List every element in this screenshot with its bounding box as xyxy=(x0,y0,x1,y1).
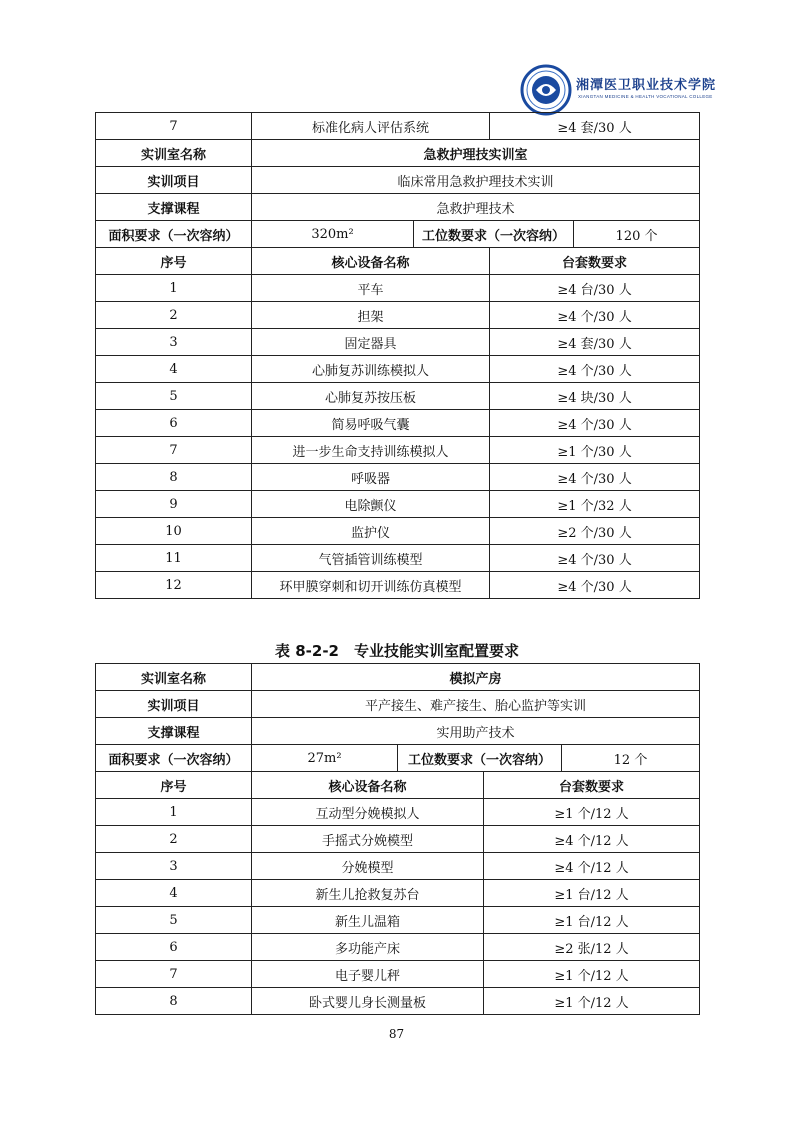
quantity-cell: ≥1 台/12 人 xyxy=(484,907,700,934)
quantity-cell: ≥1 个/32 人 xyxy=(490,491,700,518)
table-row xyxy=(96,410,700,437)
seq-cell: 8 xyxy=(96,464,252,491)
course-value: 实用助产技术 xyxy=(252,718,700,745)
table-row xyxy=(96,491,700,518)
college-name-en: XIANGTAN MEDICINE & HEALTH VOCATIONAL COLLEGE xyxy=(578,94,713,99)
equipment-name-cell: 手摇式分娩模型 xyxy=(252,826,484,853)
quantity-cell: ≥4 个/12 人 xyxy=(484,826,700,853)
table-row xyxy=(96,880,700,907)
room-name-label: 实训室名称 xyxy=(96,664,252,691)
quantity-cell: ≥4 套/30 人 xyxy=(490,113,700,140)
column-header-name: 核心设备名称 xyxy=(252,248,490,275)
table-row xyxy=(96,907,700,934)
stations-value: 12 个 xyxy=(562,745,700,772)
stations-label: 工位数要求（一次容纳） xyxy=(414,221,574,248)
college-logo xyxy=(520,62,720,118)
equipment-name-cell: 新生儿温箱 xyxy=(252,907,484,934)
area-value: 27m² xyxy=(252,745,398,772)
table-row xyxy=(96,934,700,961)
equipment-name-cell: 分娩模型 xyxy=(252,853,484,880)
table-row xyxy=(96,437,700,464)
equipment-name-cell: 多功能产床 xyxy=(252,934,484,961)
quantity-cell: ≥1 个/12 人 xyxy=(484,988,700,1015)
seq-cell: 6 xyxy=(96,934,252,961)
page-number: 87 xyxy=(388,1027,405,1041)
table-row xyxy=(96,545,700,572)
emergency-nursing-lab-table xyxy=(95,112,700,599)
equipment-name-cell: 标准化病人评估系统 xyxy=(252,113,490,140)
equipment-name-cell: 互动型分娩模拟人 xyxy=(252,799,484,826)
quantity-cell: ≥4 个/30 人 xyxy=(490,545,700,572)
equipment-name-cell: 监护仪 xyxy=(252,518,490,545)
quantity-cell: ≥4 块/30 人 xyxy=(490,383,700,410)
seq-cell: 8 xyxy=(96,988,252,1015)
course-value: 急救护理技术 xyxy=(252,194,700,221)
equipment-name-cell: 卧式婴儿身长测量板 xyxy=(252,988,484,1015)
equipment-name-cell: 气管插管训练模型 xyxy=(252,545,490,572)
quantity-cell: ≥2 个/30 人 xyxy=(490,518,700,545)
college-name: 湘潭医卫职业技术学院 xyxy=(576,78,717,93)
seq-cell: 4 xyxy=(96,356,252,383)
table-row xyxy=(96,988,700,1015)
room-name-value: 模拟产房 xyxy=(252,664,700,691)
quantity-cell: ≥4 个/30 人 xyxy=(490,464,700,491)
seq-cell: 4 xyxy=(96,880,252,907)
quantity-cell: ≥4 个/30 人 xyxy=(490,356,700,383)
seq-cell: 9 xyxy=(96,491,252,518)
quantity-cell: ≥1 台/12 人 xyxy=(484,880,700,907)
project-label: 实训项目 xyxy=(96,691,252,718)
college-emblem-icon xyxy=(520,64,572,116)
equipment-name-cell: 呼吸器 xyxy=(252,464,490,491)
equipment-name-cell: 电子婴儿秤 xyxy=(252,961,484,988)
seq-cell: 1 xyxy=(96,799,252,826)
seq-cell: 6 xyxy=(96,410,252,437)
table-caption: 表 8-2-2 专业技能实训室配置要求 xyxy=(275,642,519,660)
table-row xyxy=(96,853,700,880)
equipment-name-cell: 固定器具 xyxy=(252,329,490,356)
column-header-qty: 台套数要求 xyxy=(490,248,700,275)
table-row xyxy=(96,275,700,302)
quantity-cell: ≥4 个/12 人 xyxy=(484,853,700,880)
table-row xyxy=(96,464,700,491)
column-header-qty: 台套数要求 xyxy=(484,772,700,799)
equipment-name-cell: 心肺复苏按压板 xyxy=(252,383,490,410)
seq-cell: 2 xyxy=(96,826,252,853)
stations-label: 工位数要求（一次容纳） xyxy=(398,745,562,772)
equipment-name-cell: 心肺复苏训练模拟人 xyxy=(252,356,490,383)
table-row xyxy=(96,383,700,410)
seq-cell: 5 xyxy=(96,383,252,410)
equipment-name-cell: 电除颤仪 xyxy=(252,491,490,518)
column-header-seq: 序号 xyxy=(96,772,252,799)
seq-cell: 3 xyxy=(96,329,252,356)
seq-cell: 7 xyxy=(96,437,252,464)
table-row xyxy=(96,113,700,140)
table-row xyxy=(96,799,700,826)
quantity-cell: ≥2 张/12 人 xyxy=(484,934,700,961)
area-label: 面积要求（一次容纳） xyxy=(96,221,252,248)
seq-cell: 7 xyxy=(96,113,252,140)
quantity-cell: ≥1 个/12 人 xyxy=(484,799,700,826)
course-label: 支撑课程 xyxy=(96,718,252,745)
area-label: 面积要求（一次容纳） xyxy=(96,745,252,772)
quantity-cell: ≥4 台/30 人 xyxy=(490,275,700,302)
seq-cell: 3 xyxy=(96,853,252,880)
column-header-seq: 序号 xyxy=(96,248,252,275)
room-name-label: 实训室名称 xyxy=(96,140,252,167)
equipment-name-cell: 环甲膜穿刺和切开训练仿真模型 xyxy=(252,572,490,599)
seq-cell: 2 xyxy=(96,302,252,329)
table-row xyxy=(96,518,700,545)
project-value: 平产接生、难产接生、胎心监护等实训 xyxy=(252,691,700,718)
quantity-cell: ≥4 个/30 人 xyxy=(490,410,700,437)
table-row xyxy=(96,302,700,329)
project-value: 临床常用急救护理技术实训 xyxy=(252,167,700,194)
project-label: 实训项目 xyxy=(96,167,252,194)
equipment-name-cell: 担架 xyxy=(252,302,490,329)
seq-cell: 5 xyxy=(96,907,252,934)
seq-cell: 12 xyxy=(96,572,252,599)
seq-cell: 11 xyxy=(96,545,252,572)
equipment-name-cell: 简易呼吸气囊 xyxy=(252,410,490,437)
quantity-cell: ≥4 个/30 人 xyxy=(490,302,700,329)
equipment-name-cell: 新生儿抢救复苏台 xyxy=(252,880,484,907)
equipment-name-cell: 平车 xyxy=(252,275,490,302)
table-row xyxy=(96,961,700,988)
quantity-cell: ≥1 个/30 人 xyxy=(490,437,700,464)
stations-value: 120 个 xyxy=(574,221,700,248)
seq-cell: 7 xyxy=(96,961,252,988)
seq-cell: 1 xyxy=(96,275,252,302)
table-row xyxy=(96,356,700,383)
quantity-cell: ≥4 个/30 人 xyxy=(490,572,700,599)
quantity-cell: ≥4 套/30 人 xyxy=(490,329,700,356)
seq-cell: 10 xyxy=(96,518,252,545)
equipment-name-cell: 进一步生命支持训练模拟人 xyxy=(252,437,490,464)
column-header-name: 核心设备名称 xyxy=(252,772,484,799)
room-name-value: 急救护理技实训室 xyxy=(252,140,700,167)
table-row xyxy=(96,329,700,356)
simulated-delivery-room-table xyxy=(95,663,700,1015)
course-label: 支撑课程 xyxy=(96,194,252,221)
quantity-cell: ≥1 个/12 人 xyxy=(484,961,700,988)
table-row xyxy=(96,572,700,599)
area-value: 320m² xyxy=(252,221,414,248)
table-row xyxy=(96,826,700,853)
